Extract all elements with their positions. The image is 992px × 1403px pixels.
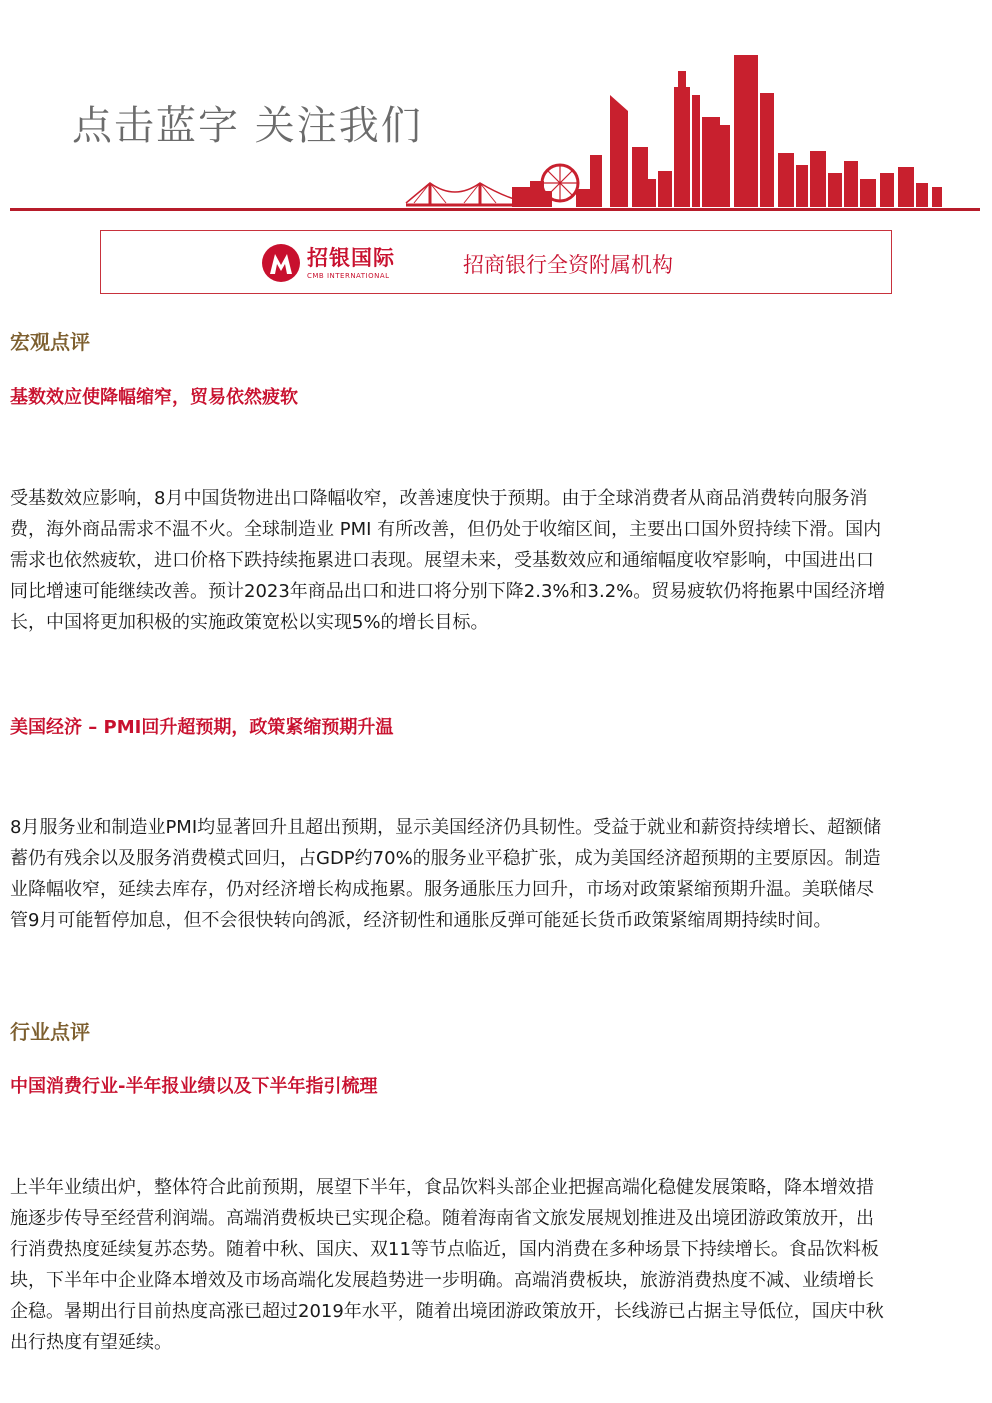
- paragraph-line: 行消费热度延续复苏态势。随着中秋、国庆、双11等节点临近，国内消费在多种场景下持续增长。食品饮料板: [10, 1239, 879, 1260]
- logo-english-name: CMB INTERNATIONAL: [307, 272, 390, 280]
- cmbi-logo-icon: [261, 243, 301, 283]
- follow-us-title[interactable]: 点击蓝字 关注我们: [72, 103, 423, 149]
- paragraph-line: 上半年业绩出炉，整体符合此前预期，展望下半年，食品饮料头部企业把握高端化稳健发展策略，降本增效措: [10, 1177, 874, 1198]
- logo-chinese-name: 招银国际: [307, 246, 395, 270]
- article-title-us-economy[interactable]: 美国经济 – PMI回升超预期，政策紧缩预期升温: [10, 717, 394, 738]
- article-body-trade: [10, 483, 982, 638]
- article-body-us-economy: [10, 812, 982, 936]
- paragraph-line: 受基数效应影响，8月中国货物进出口降幅收窄，改善速度快于预期。由于全球消费者从商品消费转向服务消: [10, 488, 868, 509]
- paragraph-line: 长，中国将更加积极的实施政策宽松以实现5%的增长目标。: [10, 612, 489, 633]
- paragraph-line: 蓄仍有残余以及服务消费模式回归，占GDP约70%的服务业平稳扩张，成为美国经济超预期的主要原因。制造: [10, 848, 881, 869]
- page-header: [0, 0, 992, 215]
- city-skyline-illustration: [400, 55, 960, 213]
- paragraph-line: 施逐步传导至经营利润端。高端消费板块已实现企稳。随着海南省文旅发展规划推进及出境团游政策放开，出: [10, 1208, 874, 1229]
- paragraph-line: 8月服务业和制造业PMI均显著回升且超出预期，显示美国经济仍具韧性。受益于就业和薪资持续增长、超额储: [10, 817, 882, 838]
- paragraph-line: 块，下半年中企业降本增效及市场高端化发展趋势进一步明确。高端消费板块，旅游消费热度不减、业绩增长: [10, 1270, 874, 1291]
- paragraph-line: 企稳。暑期出行目前热度高涨已超过2019年水平，随着出境团游政策放开，长线游已占据主导低位，国庆中秋: [10, 1301, 884, 1322]
- paragraph-line: 业降幅收窄，延续去库存，仍对经济增长构成拖累。服务通胀压力回升，市场对政策紧缩预期升温。美联储尽: [10, 879, 874, 900]
- article-title-trade[interactable]: 基数效应使降幅缩窄，贸易依然疲软: [10, 387, 298, 408]
- paragraph-line: 需求也依然疲软，进口价格下跌持续拖累进口表现。展望未来，受基数效应和通缩幅度收窄影响，中国进出口: [10, 550, 874, 571]
- paragraph-line: 出行热度有望延续。: [10, 1332, 172, 1353]
- header-divider: [10, 208, 980, 211]
- paragraph-line: 同比增速可能继续改善。预计2023年商品出口和进口将分别下降2.3%和3.2%。贸易疲软仍将拖累中国经济增: [10, 581, 886, 602]
- article-title-consumer[interactable]: 中国消费行业-半年报业绩以及下半年指引梳理: [10, 1076, 378, 1097]
- article-body-consumer: [10, 1172, 982, 1358]
- cmbi-banner[interactable]: [100, 230, 892, 294]
- section-heading-macro: 宏观点评: [10, 330, 90, 354]
- section-heading-industry: 行业点评: [10, 1020, 90, 1044]
- paragraph-line: 管9月可能暂停加息，但不会很快转向鸽派，经济韧性和通胀反弹可能延长货币政策紧缩周期持续时间。: [10, 910, 832, 931]
- paragraph-line: 费，海外商品需求不温不火。全球制造业 PMI 有所改善，但仍处于收缩区间，主要出口国外贸持续下滑。国内: [10, 519, 882, 540]
- banner-tagline: 招商银行全资附属机构: [463, 253, 673, 277]
